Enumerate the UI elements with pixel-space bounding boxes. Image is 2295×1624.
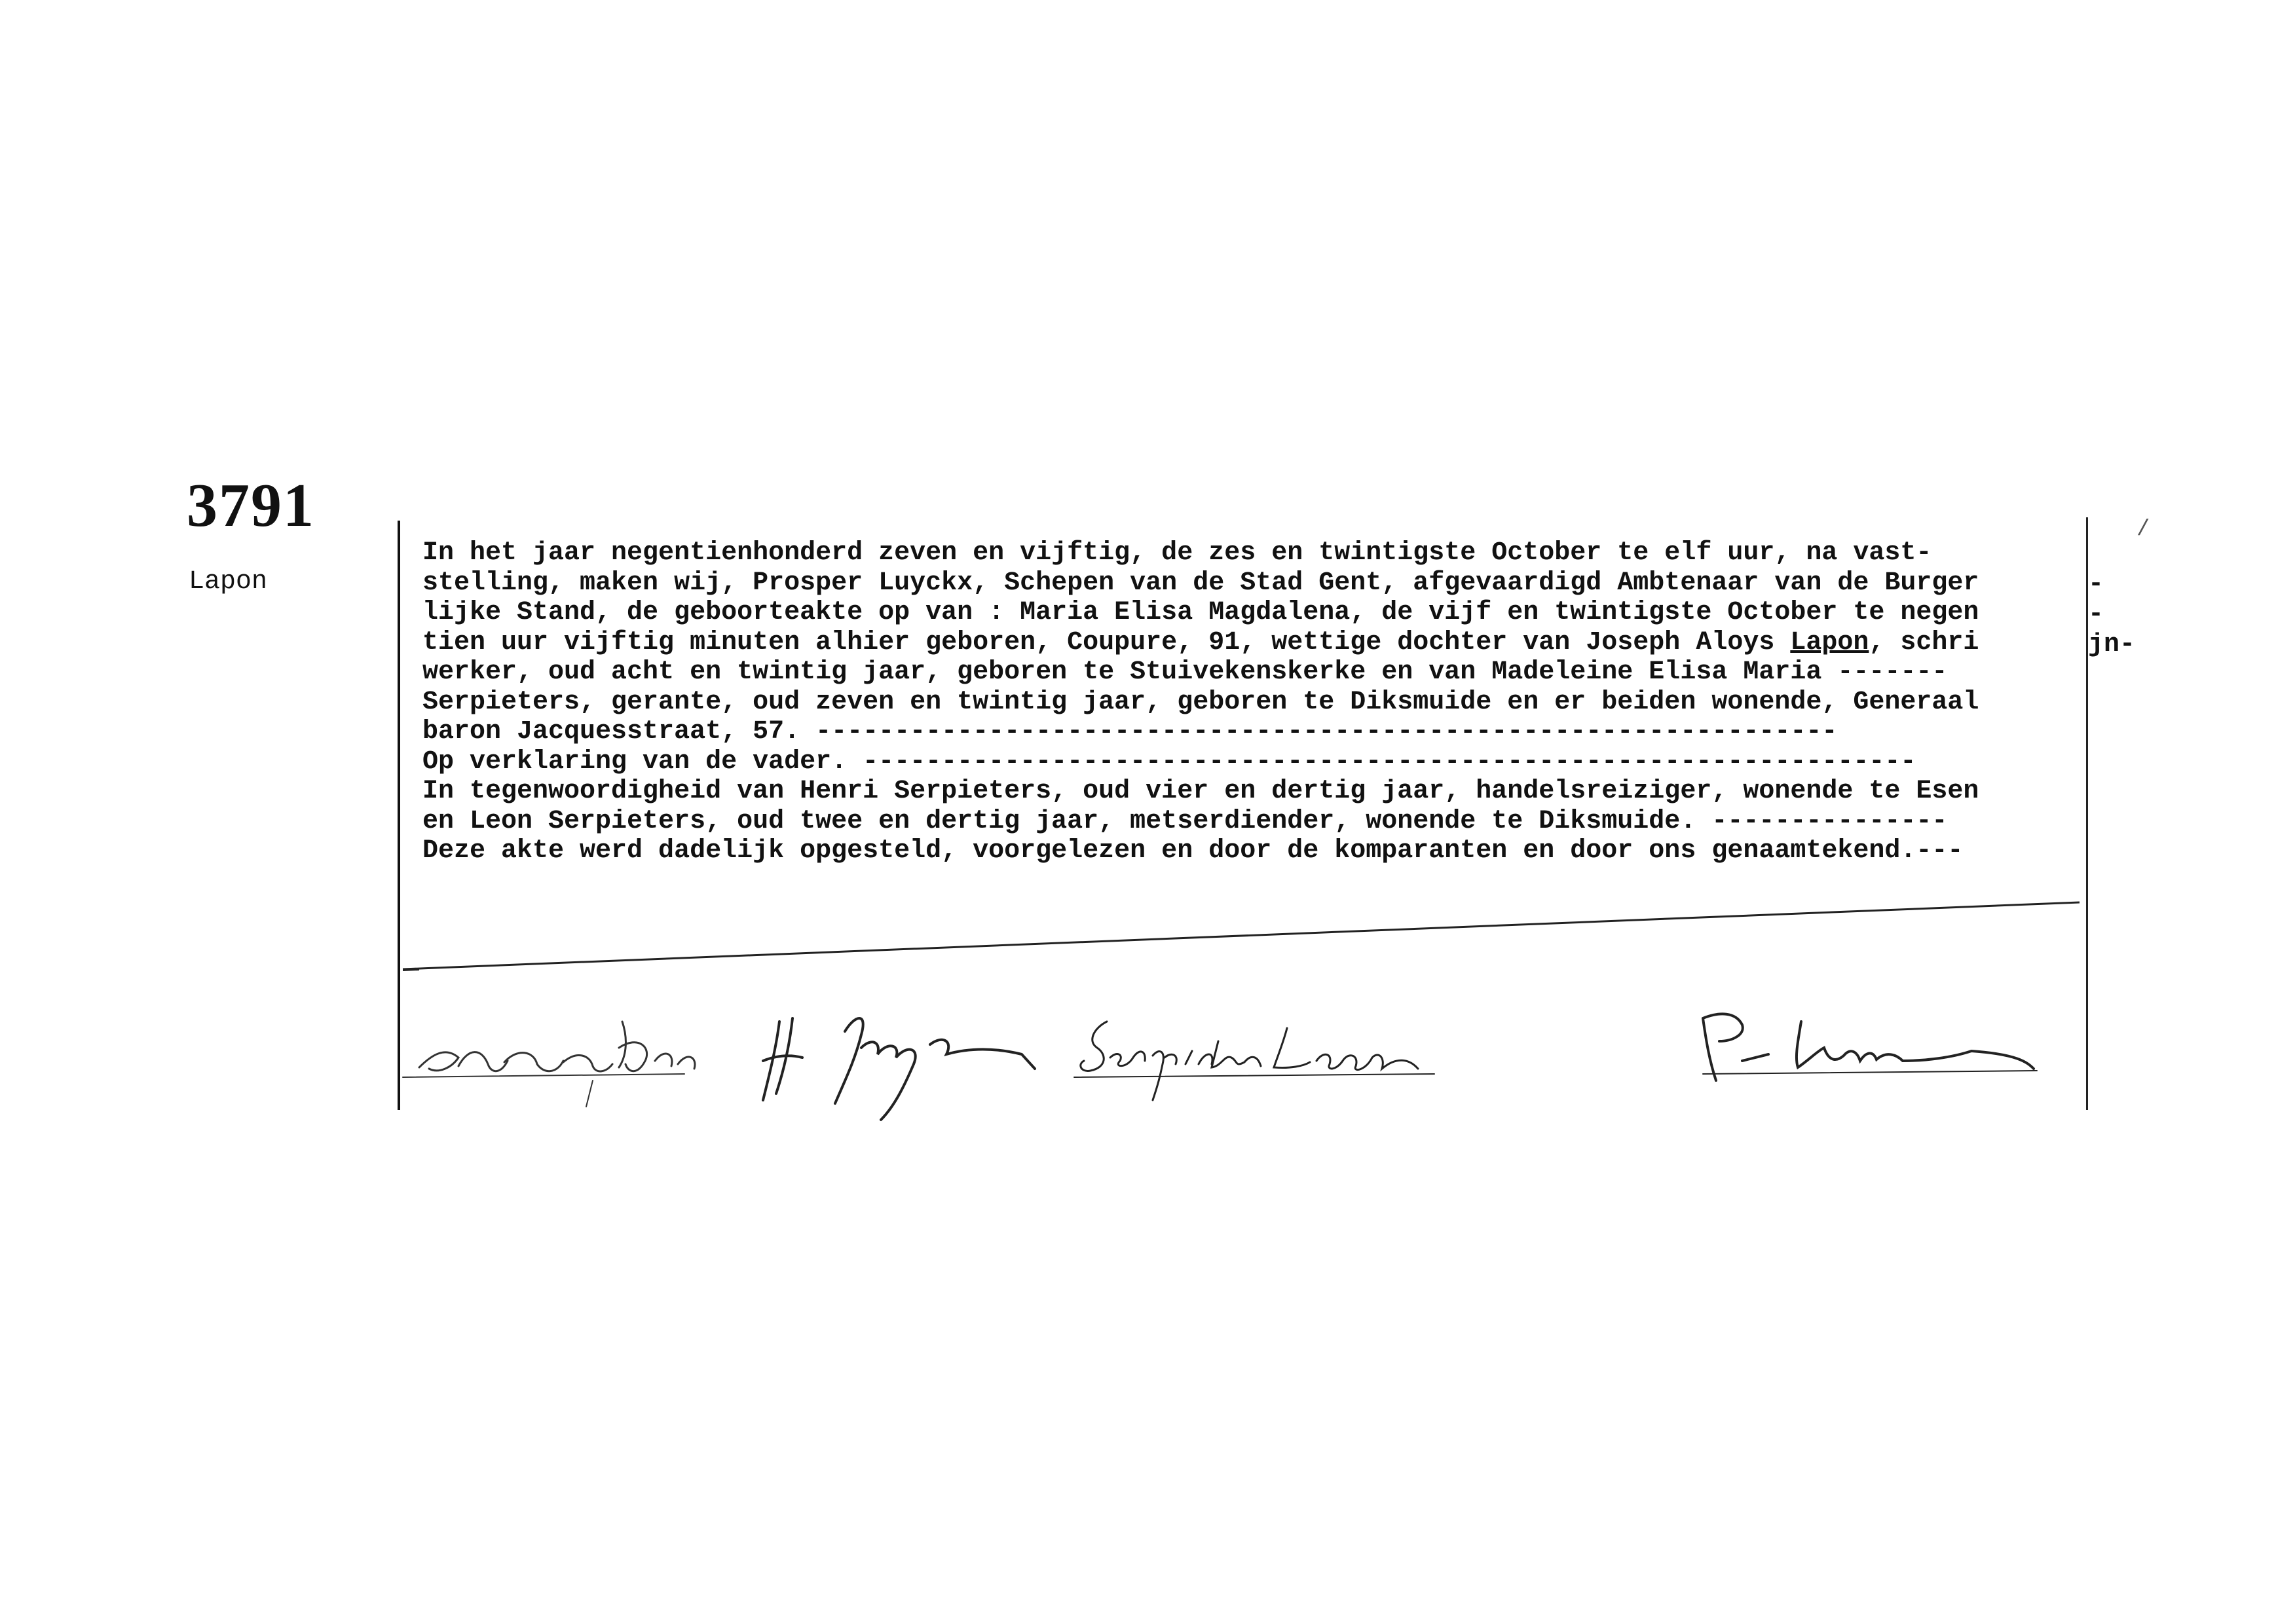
deed-line: Serpieters, gerante, oud zeven en twintig jaar, geboren te Diksmuide en er beiden wonende, Generaal <box>422 687 1979 717</box>
left-margin-rule <box>398 521 400 1110</box>
deed-line: In tegenwoordigheid van Henri Serpieters, oud vier en dertig jaar, handelsreiziger, wonende te Esen <box>422 777 1979 806</box>
signature-prosper-luyckx <box>1703 1014 2037 1080</box>
deed-line: werker, oud acht en twintig jaar, geboren te Stuivekenskerke en van Madeleine Elisa Maria ------- <box>422 657 1948 687</box>
deed-line: en Leon Serpieters, oud twee en dertig jaar, metserdiender, wonende te Diksmuide. --------------- <box>422 806 1948 836</box>
deed-line: Op verklaring van de vader. ------------------------------------------------------------------- <box>422 747 1916 777</box>
deed-text-block <box>422 538 2093 866</box>
deed-line: In het jaar negentienhonderd zeven en vijftig, de zes en twintigste October te elf uur, na vast- <box>422 538 1932 568</box>
overflow-fragment: - <box>2088 600 2104 629</box>
deed-line-part: , schri <box>1869 627 1979 657</box>
deed-line: stelling, maken wij, Prosper Luyckx, Schepen van de Stad Gent, afgevaardigd Ambtenaar van de Burger <box>422 568 1979 598</box>
margin-surname: Lapon <box>189 567 268 597</box>
overflow-fragment: jn- <box>2088 630 2136 659</box>
underlined-surname: Lapon <box>1790 627 1869 657</box>
signature-lapon <box>403 1022 695 1107</box>
record-number: 3791 <box>187 471 315 540</box>
deed-line-part: tien uur vijftig minuten alhier geboren, Coupure, 91, wettige dochter van Joseph Aloys <box>422 627 1791 657</box>
deed-line <box>422 628 2093 658</box>
margin-tick-mark: / <box>2136 517 2150 542</box>
deed-line: Deze akte werd dadelijk opgesteld, voorgelezen en door de komparanten en door ons genaamtekend.--- <box>422 836 1964 866</box>
deed-line: baron Jacquesstraat, 57. ----------------------------------------------------------------- <box>422 717 1838 747</box>
overflow-fragment: - <box>2088 570 2104 599</box>
signature-henri-serpieters <box>763 1018 1035 1120</box>
signature-leon-serpieters <box>1074 1022 1434 1100</box>
deed-line: lijke Stand, de geboorteakte op van : Maria Elisa Magdalena, de vijf en twintigste October te negen <box>422 598 1979 627</box>
closing-slanted-rule <box>403 902 2080 969</box>
